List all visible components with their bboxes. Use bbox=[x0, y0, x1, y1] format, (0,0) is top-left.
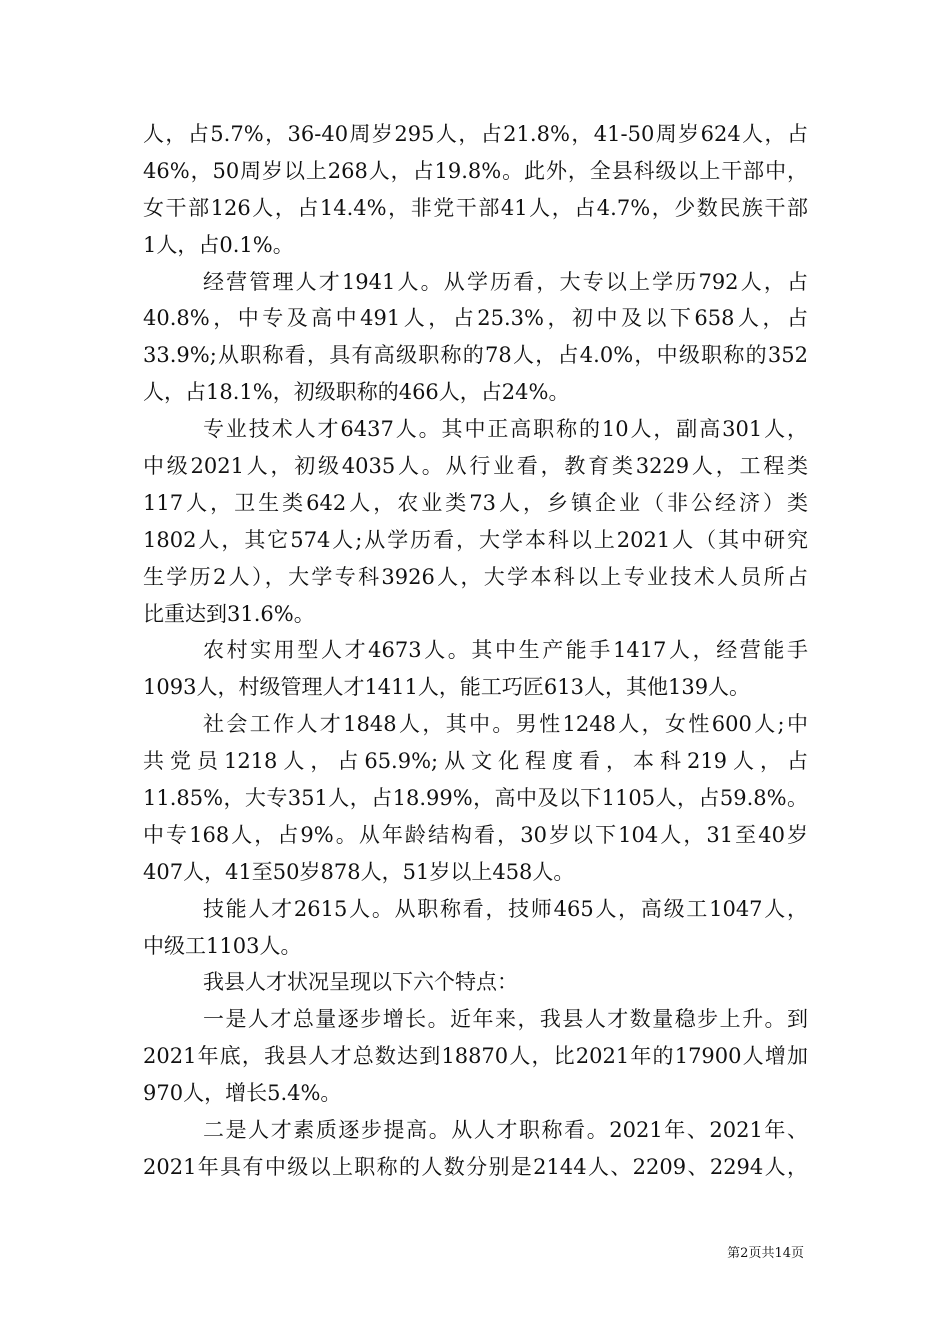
text-line: 人，占18.1%，初级职称的466人，占24%。 bbox=[143, 380, 570, 405]
text-line: 11.85%，大专351人，占18.99%，高中及以下1105人，占59.8%。 bbox=[143, 786, 808, 811]
text-line: 40.8%，中专及高中491人，占25.3%，初中及以下658人，占 bbox=[143, 306, 808, 331]
text-line: 人，占5.7%，36-40周岁295人，占21.8%，41-50周岁624人，占 bbox=[143, 122, 808, 146]
text-line: 1093人，村级管理人才1411人，能工巧匠613人，其他139人。 bbox=[143, 675, 751, 700]
paragraph-start-line: 社会工作人才1848人，其中。男性1248人，女性600人;中 bbox=[203, 712, 808, 737]
paragraph-start-line: 一是人才总量逐步增长。近年来，我县人才数量稳步上升。到 bbox=[203, 1007, 808, 1032]
text-line: 1人，占0.1%。 bbox=[143, 232, 294, 257]
paragraph-start-line: 技能人才2615人。从职称看，技师465人，高级工1047人， bbox=[203, 896, 808, 921]
paragraph-start-line: 专业技术人才6437人。其中正高职称的10人，副高301人， bbox=[203, 417, 808, 442]
paragraph-start-line: 农村实用型人才4673人。其中生产能手1417人，经营能手 bbox=[203, 638, 808, 663]
text-line: 中级工1103人。 bbox=[143, 933, 302, 958]
text-line: 1802人，其它574人;从学历看，大学本科以上2021人（其中研究 bbox=[143, 527, 808, 552]
paragraph-start-line: 二是人才素质逐步提高。从人才职称看。2021年、2021年、 bbox=[203, 1118, 808, 1143]
text-line: 2021年底，我县人才总数达到18870人，比2021年的17900人增加 bbox=[143, 1044, 808, 1069]
text-line: 女干部126人，占14.4%，非党干部41人，占4.7%，少数民族干部 bbox=[143, 195, 808, 220]
text-line: 比重达到31.6%。 bbox=[143, 601, 315, 626]
text-line: 生学历2人），大学专科3926人，大学本科以上专业技术人员所占 bbox=[143, 564, 808, 589]
text-line: 407人，41至50岁878人，51岁以上458人。 bbox=[143, 859, 575, 884]
text-line: 117人，卫生类642人，农业类73人，乡镇企业（非公经济）类 bbox=[143, 490, 808, 515]
body-text bbox=[143, 116, 808, 1186]
page-number: 第2页共14页 bbox=[727, 1246, 804, 1261]
text-line: 中专168人，占9%。从年龄结构看，30岁以下104人，31至40岁 bbox=[143, 822, 808, 847]
paragraph-start-line: 我县人才状况呈现以下六个特点： bbox=[203, 970, 518, 995]
paragraph-start-line: 经营管理人才1941人。从学历看，大专以上学历792人，占 bbox=[203, 269, 808, 294]
text-line: 2021年具有中级以上职称的人数分别是2144人、2209、2294人， bbox=[143, 1154, 808, 1179]
text-line: 970人，增长5.4%。 bbox=[143, 1081, 342, 1106]
text-line: 33.9%;从职称看，具有高级职称的78人，占4.0%，中级职称的352 bbox=[143, 343, 808, 368]
text-line: 46%，50周岁以上268人，占19.8%。此外，全县科级以上干部中， bbox=[143, 158, 808, 183]
text-line: 中级2021人，初级4035人。从行业看，教育类3229人，工程类 bbox=[143, 454, 808, 479]
text-line: 共党员1218人，占65.9%;从文化程度看，本科219人，占 bbox=[143, 749, 808, 774]
